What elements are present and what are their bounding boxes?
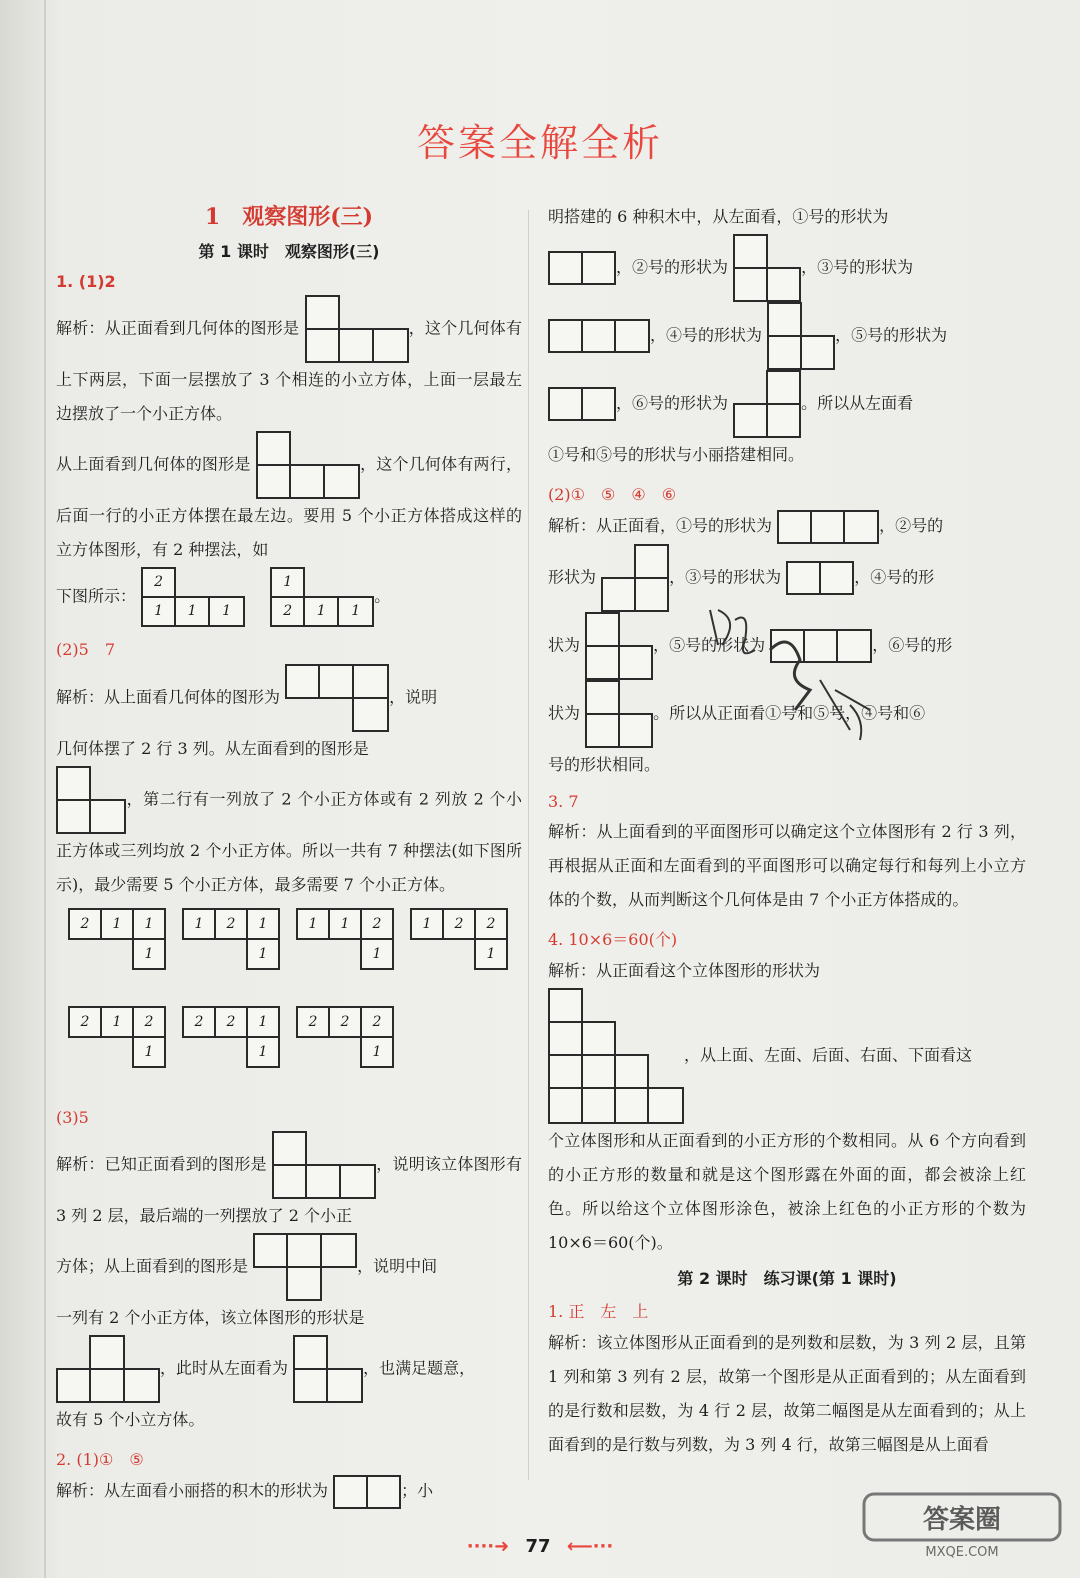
- figure-f-6: [585, 680, 653, 748]
- grid-cell: 1: [100, 1006, 134, 1038]
- analysis-1-2-left: 几何体摆了 2 行 3 列。从左面看到的图形是 ，第二行有一列放了 2 个小正方体或有 2 列放 2 个小正方体或三列均放 2 个小正方体。所以一共有 7 种摆法(如下图所示)，最少需要 5 个小正方体，最多需要 7 个小正方体。: [56, 739, 522, 894]
- grid-cell: 1: [360, 1036, 394, 1068]
- arrow-left-icon: ⟵···: [566, 1536, 614, 1557]
- figure-r-1: [548, 251, 616, 285]
- answer-2-2: (2)① ⑤ ④ ⑥: [548, 485, 677, 504]
- page-title: 答案全解全析: [416, 121, 663, 165]
- figure-left-view-3: [293, 1335, 363, 1403]
- analysis-l2-1: 解析：该立体图形从正面看到的是列数和层数，为 3 列 2 层，且第 1 列和第 3 列有 2 层，故第一个图形是从正面看到的；从左面看到的是行数和层数，为 4 行 2 层，故第二幅图是从左面看到的；从上面看到的是行数与列数，为 3 列 4 行，故第三幅图是从上面看: [548, 1332, 1026, 1454]
- two-ways-line: 下图所示： 2 1 1 1 1 2 1 1 。: [56, 567, 522, 627]
- right-line-4: ，⑥号的形状为 。所以从左面看: [548, 370, 1026, 438]
- grid-cell: 1: [100, 908, 134, 940]
- svg-text:MXQE.COM: MXQE.COM: [925, 1545, 999, 1560]
- way-grid: [296, 908, 398, 972]
- way-grid: [68, 908, 170, 972]
- grid-cell: 2: [360, 908, 394, 940]
- analysis-4-a: 解析：从正面看这个立体图形的形状为: [548, 960, 821, 980]
- right-column: [548, 200, 1026, 1462]
- grid-cell: 1: [132, 938, 166, 970]
- grid-cell: 1: [410, 908, 444, 940]
- figure-top-view: [285, 664, 389, 732]
- figure-left-view: [56, 766, 126, 834]
- analysis-2-2-b: 形状为 ，③号的形状为 ，④号的形: [548, 544, 1026, 612]
- figure-f-2: [601, 544, 669, 612]
- grid-cell: 1: [246, 1006, 280, 1038]
- figure-top-l-shape: [256, 431, 360, 499]
- analysis-4-c: 个立体图形和从正面看到的小正方形的个数相同。从 6 个方向看到的小正方形的数量和就是这个图形露在外面的面，都会被涂上红色。所以给这个立体图形涂色，被涂上红色的小正方形的个数为 10×6＝60(个)。: [548, 1130, 1026, 1252]
- figure-front-view-3: [272, 1131, 376, 1199]
- right-line-1: 明搭建的 6 种积木中，从左面看，①号的形状为: [548, 207, 889, 226]
- analysis-1-2: 解析：从上面看几何体的图形为 ，说明: [56, 664, 522, 732]
- figure-f-4: [585, 612, 653, 680]
- left-column: [56, 200, 522, 1509]
- figure-r-4: [767, 302, 835, 370]
- section-title: 1 观察图形(三): [204, 204, 374, 230]
- figure-staircase: [548, 988, 684, 1124]
- watermark-logo: [862, 1492, 1062, 1562]
- figure-front-l-shape: [305, 295, 409, 363]
- analysis-1-1: 解析：从正面看到几何体的图形是 ，这个几何体有上下两层，下面一层摆放了 3 个相连的小立方体，上面一层最左边摆放了一个小正方体。: [56, 295, 522, 431]
- grid-cell: 1: [328, 908, 362, 940]
- lesson2-title: 第 2 课时 练习课(第 1 课时): [677, 1268, 897, 1288]
- figure-shape-3: [56, 1335, 160, 1403]
- analysis-1-3-shape: 一列有 2 个小正方体，该立体图形的形状是 ，此时从左面看为 ，也满足题意，: [56, 1301, 522, 1403]
- figure-top-view-3: [253, 1233, 357, 1301]
- way-grid: [182, 908, 284, 972]
- grid-cell: 1: [296, 908, 330, 940]
- figure-r-5: [548, 387, 616, 421]
- lesson1-title: 第 1 课时 观察图形(三): [198, 242, 380, 261]
- answer-2-1: 2. (1)① ⑤: [56, 1450, 144, 1469]
- analysis-2-2-c: 状为 ，⑤号的形状为 ，⑥号的形: [548, 612, 1026, 680]
- grid-cell: 1: [132, 908, 166, 940]
- grid-cell: 2: [68, 908, 102, 940]
- page-fold: [44, 0, 46, 1578]
- analysis-1-3: 解析：已知正面看到的图形是 ，说明该立体图形有 3 列 2 层，最后端的一列摆放了 2 个小正: [56, 1131, 522, 1233]
- grid-cell: 2: [182, 1006, 216, 1038]
- figure-r-3: [548, 319, 650, 353]
- handwriting-scribble: [700, 590, 900, 760]
- grid-cell: 2: [296, 1006, 330, 1038]
- grid-cell: 1: [246, 1036, 280, 1068]
- seven-ways-row-2: [56, 1006, 522, 1098]
- figure-r-6: [733, 370, 801, 438]
- figure-way-a: 2 1 1 1: [141, 567, 245, 627]
- way-grid: [68, 1006, 170, 1070]
- answer-1-3: (3)5: [56, 1108, 89, 1127]
- answer-1-1: 1. (1)2: [56, 272, 116, 291]
- analysis-3: 解析：从上面看到的平面图形可以确定这个立体图形有 2 行 3 列，再根据从正面和左面看到的平面图形可以确定每行和每列上小立方体的个数，从而判断这个几何体是由 7 个小正方体搭成的。: [548, 821, 1026, 909]
- figure-r-2: [733, 234, 801, 302]
- arrow-right-icon: ····➜: [466, 1536, 510, 1557]
- analysis-1-1-top: 从上面看到几何体的图形是 ，这个几何体有两行，后面一行的小正方体摆在最左边。要用 5 个小正方体搭成这样的立方体图形，有 2 种摆法，如: [56, 431, 522, 567]
- right-line-3: ，④号的形状为 ，⑤号的形状为: [548, 302, 1026, 370]
- grid-cell: 1: [132, 1036, 166, 1068]
- figure-two-squares: [333, 1475, 401, 1509]
- grid-cell: 2: [68, 1006, 102, 1038]
- grid-cell: 1: [474, 938, 508, 970]
- answer-3: 3. 7: [548, 791, 579, 811]
- analysis-4-b: ，从上面、左面、后面、右面、下面看这: [548, 988, 1026, 1124]
- grid-cell: 1: [360, 938, 394, 970]
- seven-ways-row-1: [56, 908, 522, 1000]
- column-divider: [528, 210, 529, 1480]
- grid-cell: 2: [474, 908, 508, 940]
- grid-cell: 2: [214, 908, 248, 940]
- analysis-2-2-e: 号的形状相同。: [548, 754, 661, 774]
- grid-cell: 2: [132, 1006, 166, 1038]
- grid-cell: 1: [182, 908, 216, 940]
- grid-cell: 1: [246, 938, 280, 970]
- grid-cell: 2: [214, 1006, 248, 1038]
- svg-text:答案圈: 答案圈: [922, 1505, 1002, 1535]
- way-grid: [410, 908, 512, 972]
- analysis-1-3-top: 方体；从上面看到的图形是 ，说明中间: [56, 1233, 522, 1301]
- page-number: 77: [525, 1536, 551, 1557]
- grid-cell: 2: [360, 1006, 394, 1038]
- analysis-1-3-end: 故有 5 个小立方体。: [56, 1410, 205, 1429]
- grid-cell: 1: [246, 908, 280, 940]
- right-line-2: ，②号的形状为 ，③号的形状为: [548, 234, 1026, 302]
- figure-f-1: [777, 510, 879, 544]
- way-grid: [182, 1006, 284, 1070]
- answer-4: 4. 10×6＝60(个): [548, 929, 678, 949]
- grid-cell: 2: [442, 908, 476, 940]
- right-line-5: ①号和⑤号的形状与小丽搭建相同。: [548, 445, 805, 464]
- analysis-2-1: 解析：从左面看小丽搭的积木的形状为 ；小: [56, 1474, 522, 1509]
- answer-l2-1: 1. 正 左 上: [548, 1301, 649, 1321]
- answer-1-2: (2)5 7: [56, 640, 116, 659]
- way-grid: [296, 1006, 398, 1070]
- grid-cell: 2: [328, 1006, 362, 1038]
- analysis-2-2-a: 解析：从正面看，①号的形状为 ，②号的: [548, 509, 1026, 544]
- figure-way-b: 1 2 1 1: [270, 567, 374, 627]
- analysis-2-2-d: 状为 。所以从正面看①号和⑤号，④号和⑥: [548, 680, 1026, 748]
